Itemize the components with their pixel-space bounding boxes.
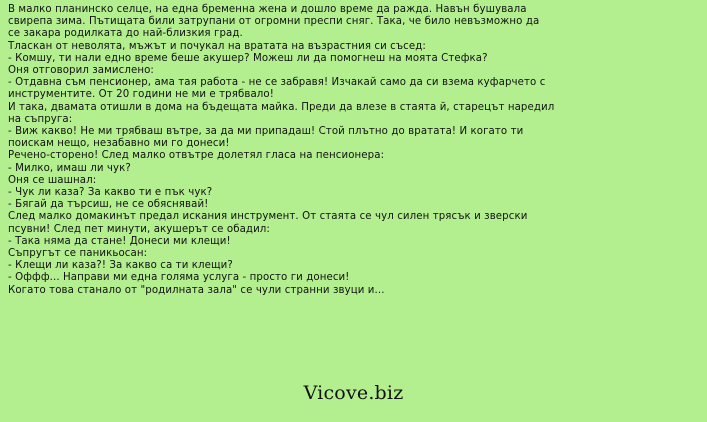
story-line: Речено-сторено! След малко отвътре долетял гласа на пенсионера: bbox=[8, 150, 385, 162]
story-line: Тласкан от неволята, мъжът и почукал на вратата на възрастния си съсед: bbox=[8, 40, 426, 52]
story-line: И така, двамата отишли в дома на бъдещата майка. Преди да влезе в стаята й, старецът наредил bbox=[8, 101, 555, 113]
story-line: - Милко, имаш ли чук? bbox=[8, 162, 131, 174]
story-line: - Така няма да стане! Донеси ми клещи! bbox=[8, 235, 231, 247]
story-line: - Отдавна съм пенсионер, ама тая работа - не се забравя! Изчакай само да си взема куфарчето с bbox=[8, 77, 546, 89]
story-line: В малко планинско селце, на една бременна жена и дошло време да ражда. Навън бушувала bbox=[8, 4, 527, 15]
story-line: - Бягай да търсиш, не се обяснявай! bbox=[8, 199, 209, 211]
story-line: Съпругът се паникьосан: bbox=[8, 248, 148, 260]
story-line: поискам нещо, незабавно ми го донеси! bbox=[8, 138, 230, 150]
story-line: инструментите. От 20 години не ми е трябвало! bbox=[8, 89, 274, 101]
story-line: на съпруга: bbox=[8, 113, 73, 125]
story-line: След малко домакинът предал искания инструмент. От стаята се чул силен трясък и зверски bbox=[8, 211, 528, 223]
story-line: - Оффф... Направи ми една голяма услуга - просто ги донеси! bbox=[8, 272, 350, 284]
story-line: - Клещи ли каза?! За какво са ти клещи? bbox=[8, 260, 233, 272]
story-text bbox=[8, 4, 598, 297]
story-line: свирепа зима. Пътищата били затрупани от огромни преспи сняг. Така, че било невъзможно да bbox=[8, 16, 540, 28]
story-line: се закара родилката до най-близкия град. bbox=[8, 28, 243, 40]
site-brand: Vicove.biz bbox=[303, 382, 404, 404]
story-line: - Чук ли каза? За какво ти е пък чук? bbox=[8, 187, 213, 199]
story-line: Оня отговорил замислено: bbox=[8, 65, 154, 77]
story-line: псувни! След пет минути, акушерът се обадил: bbox=[8, 223, 270, 235]
story-line: - Комшу, ти нали едно време беше акушер? Можеш ли да помогнеш на моята Стефка? bbox=[8, 52, 488, 64]
story-line: Когато това станало от "родилната зала" се чули странни звуци и... bbox=[8, 284, 385, 296]
story-line: Оня се шашнал: bbox=[8, 174, 97, 186]
story-line: - Виж какво! Не ми трябваш вътре, за да ми припадаш! Стой плътно до вратата! И когато ти bbox=[8, 126, 524, 138]
